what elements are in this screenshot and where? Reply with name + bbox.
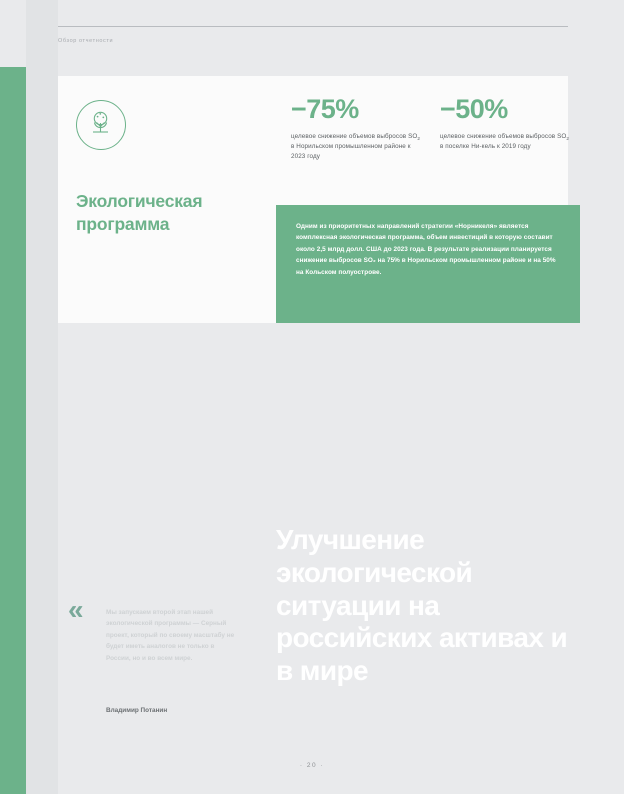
page-number: · 20 ·	[299, 762, 325, 769]
page-headline: Улучшение экологической ситуации на российских активах и в мире	[276, 524, 568, 686]
stat-description	[440, 132, 570, 152]
stat-value: −50%	[440, 94, 508, 124]
green-callout-box	[276, 205, 580, 323]
stat-no2-norilsk	[291, 96, 421, 161]
stat-value: −75%	[291, 94, 359, 124]
stat-no2-nikel	[440, 96, 570, 152]
stat-desc-after: в Норильском промышленном районе к 2023 году	[291, 142, 411, 160]
card-title: Экологическая программа	[76, 191, 203, 235]
header-label: Обзор отчетности	[58, 38, 114, 44]
quote-text: Мы запускаем второй этап нашей экологической программы — Серный проект, который по своему масштабу не будет иметь аналогов не только в России, но и во всем мире.	[106, 609, 235, 662]
tree-in-circle-icon	[76, 100, 126, 150]
stat-desc-after: в поселке Ни-кель к 2019 году	[440, 142, 531, 150]
left-green-band	[0, 67, 26, 794]
quote-mark-icon: «	[68, 594, 80, 625]
quote-author: Владимир Потанин	[106, 707, 168, 714]
stat-desc-sub: 2	[566, 135, 570, 141]
stat-desc-sub: 2	[417, 135, 421, 141]
left-margin-strip	[26, 0, 58, 794]
green-callout-text: Одним из приоритетных направлений стратегии «Норникеля» является комплексная экологическая программа, объем инвестиций в которую составит около 2,5 млрд долл. США до 2023 года. В результате реализации планируется снижение выбросов SO₂ на 75% в Норильском промышленном районе и на 50% на Кольском полуострове.	[296, 223, 556, 276]
stat-desc-before: целевое снижение объемов выбросов SO	[291, 133, 418, 140]
header-divider	[58, 26, 568, 27]
stat-description	[291, 132, 421, 161]
stat-desc-before: целевое снижение объемов выбросов SO	[440, 133, 567, 140]
